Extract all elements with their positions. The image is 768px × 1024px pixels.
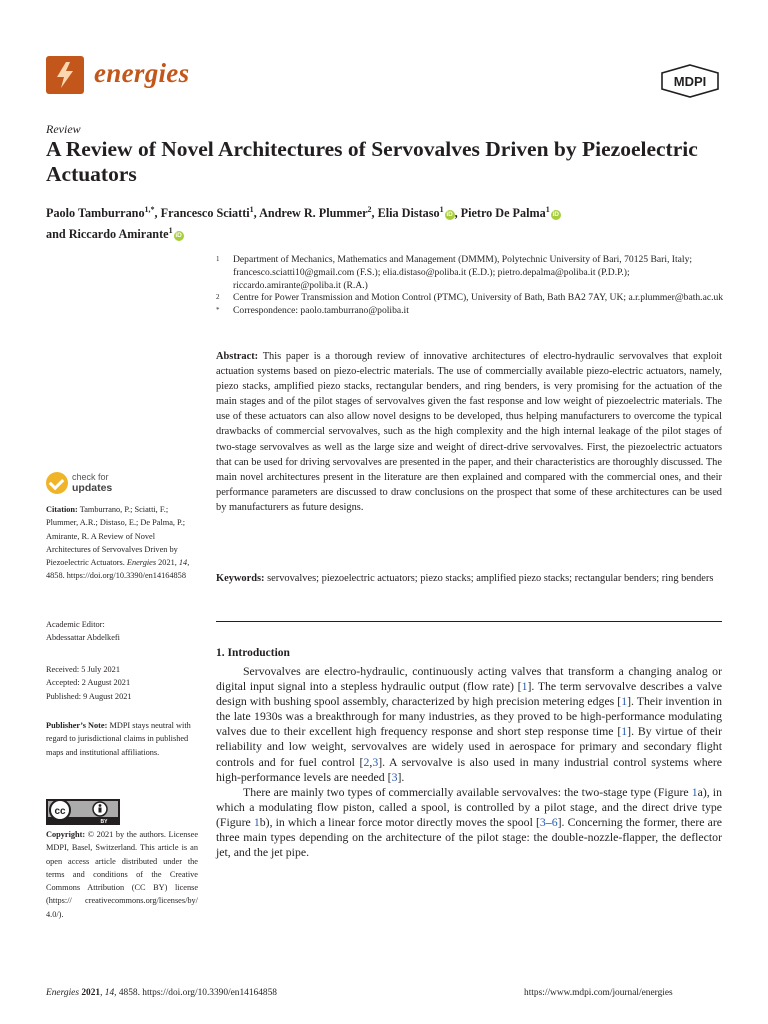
author-affil-mark: 2: [367, 205, 372, 214]
abstract: [216, 349, 722, 515]
author-affil-mark: 1: [545, 205, 550, 214]
keywords-text: servovalves; piezoelectric actuators; piezo stacks; amplified piezo stacks; rectangular benders; ring benders: [267, 573, 714, 584]
author-name: Elia Distaso: [377, 206, 440, 221]
received-date: Received: 5 July 2021: [46, 665, 120, 674]
abstract-label: Abstract:: [216, 351, 259, 362]
copyright-notice: Copyright: © 2021 by the authors. Licensee MDPI, Basel, Switzerland. This article is an open access article distributed under the terms and conditions of the Creative Commons Attribution (CC BY) license (https:// creativecommons.org/licenses/by/ 4.0/).: [46, 830, 199, 919]
author-name: Andrew R. Plummer: [259, 206, 368, 221]
publisher-note: Publisher’s Note: MDPI stays neutral with regard to jurisdictional claims in published maps and institutional affiliations.: [46, 721, 191, 757]
author-affil-mark: 1: [168, 226, 173, 236]
cc-by-license-badge[interactable]: [46, 799, 120, 825]
affiliation-item: 1 Department of Mechanics, Mathematics and Management (DMMM), Polytechnic University of Bari, 70125 Bari, Italy; francesco.sciatti10@gmail.com (F.S.); elia.distaso@poliba.it (E.D.); pietro.depalma@poliba.it (P.D.P.); riccardo.amirante@poliba.it (R.A.): [216, 254, 693, 291]
orcid-icon[interactable]: iD: [552, 211, 559, 219]
svg-text:cc: cc: [54, 806, 66, 817]
academic-editor: Academic Editor: Abdessattar Abdelkefi: [46, 620, 120, 643]
affiliations: [216, 254, 726, 318]
body-paragraph: There are mainly two types of commercially available servovalves: the two-stage type (Figure 1a), in which a modulating flow piston, called a spool, is controlled by a pilot stage, and the direct drive type (Figure 1b), in which a linear force motor directly moves the spool [3–6]. Concerning the former, there are three main types depending on the architecture of the pilot stage: the double-nozzle-flapper, the deflector jet, and the jet pipe.: [216, 784, 722, 860]
mdpi-logo-text: MDPI: [673, 74, 707, 89]
journal-name: energies: [94, 58, 190, 88]
check-for-updates-badge[interactable]: check for updates: [46, 471, 166, 497]
citation-block: Citation: Tamburrano, P.; Sciatti, F.; Plummer, A.R.; Distaso, E.; De Palma, P.; Amirante, R. A Review of Novel Architectures of Servovalves Driven by Piezoelectric Actuators. Energies 2021, 14, 4858. https://doi.org/10.3390/en14164858: [46, 505, 190, 581]
keywords-label: Keywords:: [216, 573, 265, 584]
section-divider: [216, 621, 722, 622]
citation-doi-link[interactable]: https://doi.org/10.3390/en14164858: [66, 571, 186, 581]
authors-conjunction: and: [46, 227, 66, 242]
author-name: Riccardo Amirante: [68, 227, 169, 242]
abstract-text: This paper is a thorough review of innovative architectures of electro-hydraulic servovalves that exploit actuation systems based on piezo-electric materials. The use of commercially available piezo-electric actuators, namely, piezo stacks, amplified piezo stacks, rectangular benders, and ring benders, is very promising for the actuation of the main stages and of the pilot stages of servovalves given the fast response and low weight of piezoelectric materials. The use of these actuators can also allow novel designs to be developed, thus helping manufacturers to overcome the typical drawbacks of commercial servovalves, such as the high complexity and the high internal leakage of the pilot stages of two-stage servovalves as well as the large size and weight of direct-drive servovalves. First, the piezoelectric actuators that can be used for driving servovalves are presented in the paper, and their characteristics are thoroughly discussed. The main novel architectures present in the literature are then explained and compared with the commercial ones, and their performance parameters are discussed to draw conclusions on the prospect that some of these architectures can be used by manufacturers as future designs.: [216, 351, 722, 513]
author-name: Francesco Sciatti: [160, 206, 250, 221]
published-date: Published: 9 August 2021: [46, 691, 132, 701]
author-list: Paolo Tamburrano$^{1,*}$, Francesco Sciatti$^1$, Andrew R. Plummer$^2$, Elia Distaso$^1$iD , Pietro De Palma$^1$iD and Riccardo Amirante$^1$iD: [46, 205, 559, 242]
author-name: Pietro De Palma: [460, 206, 546, 221]
keywords: [216, 571, 722, 586]
footer-citation: Energies 2021, 14, 4858. https://doi.org/10.3390/en14164858: [46, 988, 277, 998]
affiliation-item: 2 Centre for Power Transmission and Motion Control (PTMC), University of Bath, Bath BA2 7AY, UK; a.r.plummer@bath.ac.uk: [216, 292, 724, 304]
paper-title: A Review of Novel Architectures of Servovalves Driven by Piezoelectric Actuators: [46, 137, 698, 186]
lightning-icon: [46, 56, 84, 94]
correspondence: * Correspondence: paolo.tamburrano@poliba.it: [216, 305, 409, 317]
section-heading: 1. Introduction: [216, 647, 290, 659]
body-paragraph: Servovalves are electro-hydraulic, continuously acting valves that transform a changing analog or digital input signal into a stepless hydraulic output (flow rate) [1]. The term servovalve describes a valve design with bushing spool assembly, characterized by high precision metering edges [1]. Their invention in the late 1930s was a breakthrough for many industries, as they proved to be high-performance modulating valves due to their excellent high frequency response and short step response time [1]. By virtue of their reliability and low weight, servovalves are widely used in aerospace for primary and secondary flight controls and for fuel control [2,3]. A servovalve is also used in many industrial control systems where high-performance levels are needed [3].: [216, 664, 723, 784]
introduction-body: [216, 664, 722, 860]
article-type: Review: [46, 122, 81, 136]
orcid-icon[interactable]: iD: [175, 232, 182, 240]
svg-text:BY: BY: [100, 819, 108, 825]
accepted-date: Accepted: 2 August 2021: [46, 678, 131, 688]
author-affil-mark: 1: [249, 205, 254, 214]
author-name: Paolo Tamburrano: [46, 206, 145, 221]
check-icon: [46, 472, 68, 494]
mdpi-logo: [660, 64, 720, 98]
publication-dates: [46, 663, 198, 703]
author-affil-mark: 1: [439, 205, 444, 214]
footer-journal-url[interactable]: https://www.mdpi.com/journal/energies: [524, 988, 673, 998]
orcid-icon[interactable]: iD: [446, 211, 453, 219]
author-affil-mark: 1,*: [144, 205, 155, 214]
journal-logo: [46, 56, 84, 94]
